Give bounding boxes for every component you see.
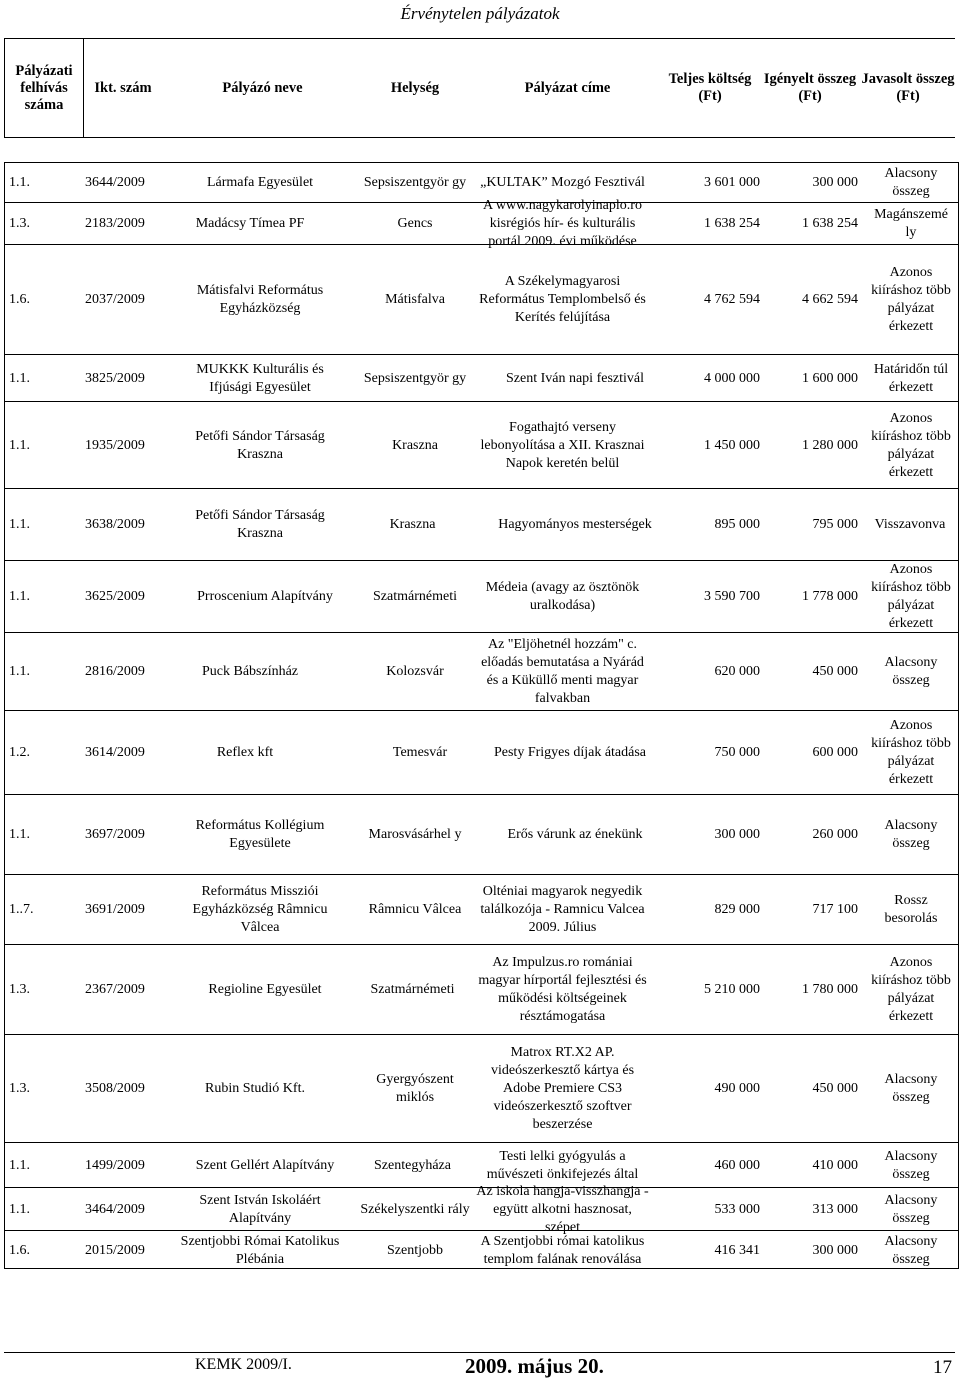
place-text: Râmnicu Vâlcea	[368, 902, 462, 917]
total-cost-text: 829 000	[714, 902, 760, 917]
call-number-cell	[9, 633, 69, 711]
place-text: Kolozsvár	[386, 664, 444, 679]
total-cost-cell	[655, 1231, 760, 1270]
requested-amount-cell	[765, 1231, 858, 1270]
call-number-cell	[9, 561, 69, 633]
total-cost-cell	[685, 489, 760, 561]
rejection-reason-cell	[867, 245, 955, 355]
header-registration-number: Ikt. szám	[94, 79, 152, 96]
project-title-text: A www.nagykarolyinaplo.ro kisrégiós hír- és kulturális portál 2009. évi működése	[483, 198, 642, 249]
applicant-name-cell	[170, 711, 320, 795]
applicant-name-text: Petőfi Sándor Társaság Kraszna	[195, 508, 325, 541]
header-requested-amount: Igényelt összeg (Ft)	[763, 71, 857, 104]
project-title-cell	[475, 1231, 650, 1270]
call-number-text: 1.1.	[9, 370, 30, 386]
requested-amount-cell	[765, 245, 858, 355]
requested-amount-cell	[765, 203, 858, 245]
header-total-cost: Teljes költség (Ft)	[668, 71, 752, 104]
rejection-reason-cell	[865, 489, 955, 561]
place-text: Mátisfalva	[385, 292, 445, 307]
rejection-reason-text: Alacsony összeg	[884, 1148, 938, 1182]
place-cell	[360, 1035, 470, 1143]
place-cell	[360, 355, 470, 402]
project-title-cell	[475, 795, 675, 875]
registration-number-text: 3614/2009	[85, 745, 145, 760]
rejection-reason-text: Alacsony összeg	[884, 166, 938, 199]
total-cost-cell	[665, 711, 760, 795]
project-title-text: Hagyományos mesterségek	[498, 517, 652, 532]
place-text: Kraszna	[389, 517, 436, 532]
project-title-text: Médeia (avagy az ösztönök uralkodása)	[485, 580, 640, 613]
place-text: Gencs	[397, 216, 433, 231]
header-project-title: Pályázat címe	[524, 79, 611, 96]
registration-number-cell	[85, 1035, 163, 1143]
requested-amount-text: 4 662 594	[802, 292, 858, 307]
call-number-text: 1.6.	[9, 292, 30, 307]
project-title-cell	[475, 561, 650, 633]
registration-number-cell	[85, 561, 163, 633]
header-applicant-name: Pályázó neve	[222, 79, 303, 96]
place-text: Temesvár	[392, 745, 448, 760]
table-row	[5, 245, 958, 355]
place-cell	[360, 402, 470, 489]
registration-number-text: 3691/2009	[85, 902, 145, 917]
place-cell	[355, 1143, 470, 1188]
total-cost-text: 5 210 000	[704, 982, 760, 997]
place-text: Szentegyháza	[374, 1157, 451, 1173]
applicant-name-cell	[175, 489, 345, 561]
place-cell	[360, 795, 470, 875]
requested-amount-text: 1 780 000	[802, 982, 858, 997]
table-row	[5, 1231, 958, 1270]
footer-rule	[4, 1352, 955, 1353]
call-number-text: 1.1.	[9, 175, 30, 190]
rejection-reason-text: Azonos kiíráshoz több pályázat érkezett	[871, 718, 951, 787]
applications-table	[4, 162, 959, 1269]
table-row	[5, 402, 958, 489]
requested-amount-cell	[770, 489, 858, 561]
registration-number-cell	[85, 945, 163, 1035]
registration-number-cell	[85, 1188, 163, 1231]
registration-number-cell	[85, 1143, 163, 1188]
applicant-name-text: Szentjobbi Római Katolikus Plébánia	[180, 1233, 340, 1267]
rejection-reason-text: Alacsony összeg	[884, 1192, 938, 1226]
place-text: Szentjobb	[387, 1242, 443, 1258]
rejection-reason-cell	[867, 633, 955, 711]
place-cell	[360, 633, 470, 711]
call-number-text: 1.6.	[9, 1242, 30, 1258]
project-title-cell	[475, 198, 650, 249]
total-cost-text: 300 000	[714, 827, 760, 842]
applicant-name-cell	[125, 203, 375, 245]
call-number-text: 1.1.	[9, 517, 30, 532]
total-cost-text: 750 000	[714, 745, 760, 760]
rejection-reason-cell	[867, 875, 955, 945]
registration-number-text: 1499/2009	[85, 1157, 145, 1173]
place-cell	[365, 711, 475, 795]
footer-document-id: KEMK 2009/I.	[195, 1356, 292, 1373]
applicant-name-text: Puck Bábszínház	[201, 664, 299, 679]
project-title-text: A Székelymagyarosi Református Templombelső és Kerítés felújítása	[479, 274, 646, 325]
call-number-text: 1.1.	[9, 827, 30, 842]
registration-number-text: 3825/2009	[85, 370, 145, 386]
total-cost-text: 3 601 000	[704, 175, 760, 190]
call-number-cell	[9, 402, 69, 489]
place-text: Sepsiszentgyör gy	[363, 175, 467, 190]
total-cost-text: 1 450 000	[704, 437, 760, 453]
call-number-cell	[9, 163, 69, 203]
project-title-cell	[475, 1035, 650, 1143]
applicant-name-text: Rubin Studió Kft.	[205, 1081, 305, 1096]
registration-number-text: 3508/2009	[85, 1081, 145, 1096]
project-title-text: Pesty Frigyes díjak átadása	[493, 745, 647, 760]
rejection-reason-text: Rossz besorolás	[884, 893, 938, 926]
registration-number-text: 3697/2009	[85, 827, 145, 842]
running-head: Érvénytelen pályázatok	[400, 4, 560, 23]
rejection-reason-cell	[867, 711, 955, 795]
rejection-reason-cell	[867, 1231, 955, 1270]
applicant-name-cell	[175, 795, 345, 875]
table-header	[4, 38, 955, 138]
footer-date: 2009. május 20.	[465, 1354, 604, 1378]
table-row	[5, 1183, 958, 1235]
registration-number-text: 1935/2009	[85, 437, 145, 453]
rejection-reason-text: Határidőn túl érkezett	[873, 361, 949, 395]
place-cell	[360, 1231, 470, 1270]
project-title-text: A Szentjobbi római katolikus templom falának renoválása	[480, 1233, 645, 1267]
total-cost-text: 416 341	[714, 1242, 760, 1258]
total-cost-text: 4 762 594	[704, 292, 760, 307]
requested-amount-text: 600 000	[812, 745, 858, 760]
total-cost-text: 490 000	[714, 1081, 760, 1096]
call-number-cell	[9, 1035, 69, 1143]
call-number-text: 1.1.	[9, 664, 30, 679]
registration-number-text: 3644/2009	[85, 175, 145, 190]
requested-amount-cell	[765, 795, 858, 875]
total-cost-text: 1 638 254	[704, 216, 760, 231]
applicant-name-cell	[165, 1143, 365, 1188]
call-number-cell	[9, 355, 69, 402]
total-cost-text: 620 000	[714, 664, 760, 679]
project-title-cell	[475, 875, 650, 945]
place-text: Gyergyószent miklós	[376, 1072, 454, 1105]
total-cost-cell	[655, 795, 760, 875]
requested-amount-text: 717 100	[812, 902, 858, 917]
total-cost-cell	[655, 402, 760, 489]
requested-amount-text: 410 000	[812, 1157, 858, 1173]
applicant-name-text: Szent Gellért Alapítvány	[195, 1157, 335, 1173]
registration-number-cell	[85, 489, 163, 561]
call-number-cell	[9, 203, 69, 245]
project-title-cell	[475, 245, 650, 355]
requested-amount-text: 260 000	[812, 827, 858, 842]
total-cost-cell	[655, 633, 760, 711]
table-row	[5, 489, 958, 561]
place-text: Szatmárnémeti	[370, 982, 455, 997]
applicant-name-cell	[175, 355, 345, 402]
requested-amount-cell	[765, 561, 858, 633]
total-cost-text: 460 000	[714, 1157, 760, 1173]
place-cell	[360, 561, 470, 633]
project-title-text: Matrox RT.X2 AP. videószerkesztő kártya és Adobe Premiere CS3 videószerkesztő szoftver beszerzése	[490, 1045, 635, 1132]
project-title-cell	[475, 1143, 650, 1188]
registration-number-text: 2037/2009	[85, 292, 145, 307]
header-place: Helység	[390, 79, 440, 96]
applicant-name-text: Regioline Egyesület	[208, 982, 322, 997]
place-text: Marosvásárhel y	[368, 827, 462, 842]
requested-amount-cell	[765, 945, 858, 1035]
requested-amount-cell	[765, 711, 858, 795]
call-number-cell	[9, 795, 69, 875]
requested-amount-cell	[765, 875, 858, 945]
applicant-name-text: Reflex kft	[216, 745, 274, 760]
project-title-text: Testi lelki gyógyulás a művészeti önkifejezés által	[486, 1148, 639, 1182]
requested-amount-text: 1 778 000	[802, 589, 858, 604]
rejection-reason-text: Alacsony összeg	[884, 1072, 938, 1105]
table-row	[5, 561, 958, 633]
total-cost-text: 533 000	[714, 1201, 760, 1217]
table-row	[5, 198, 958, 249]
total-cost-cell	[655, 561, 760, 633]
total-cost-cell	[655, 163, 760, 203]
applicant-name-text: Református Missziói Egyházközség Râmnicu Vâlcea	[192, 884, 328, 935]
rejection-reason-text: Alacsony összeg	[884, 818, 938, 851]
registration-number-cell	[85, 245, 163, 355]
requested-amount-text: 450 000	[812, 1081, 858, 1096]
requested-amount-cell	[765, 1143, 858, 1188]
total-cost-cell	[655, 875, 760, 945]
requested-amount-text: 450 000	[812, 664, 858, 679]
header-proposed-amount: Javasolt összeg (Ft)	[861, 71, 955, 104]
rejection-reason-cell	[867, 1188, 955, 1231]
registration-number-text: 3625/2009	[85, 589, 145, 604]
applicant-name-cell	[175, 1231, 345, 1270]
total-cost-text: 895 000	[714, 517, 760, 532]
applicant-name-cell	[165, 633, 335, 711]
call-number-text: 1.1.	[9, 589, 30, 604]
place-cell	[360, 245, 470, 355]
place-text: Székelyszentki rály	[360, 1201, 470, 1217]
applicant-name-cell	[165, 561, 365, 633]
rejection-reason-text: Azonos kiíráshoz több pályázat érkezett	[871, 955, 951, 1024]
total-cost-cell	[655, 1143, 760, 1188]
rejection-reason-text: Alacsony összeg	[884, 1233, 938, 1267]
rejection-reason-text: Azonos kiíráshoz több pályázat érkezett	[871, 562, 951, 631]
rejection-reason-cell	[867, 355, 955, 402]
project-title-text: Fogathajtó verseny lebonyolítása a XII. Krasznai Napok keretén belül	[480, 419, 645, 471]
rejection-reason-cell	[867, 945, 955, 1035]
total-cost-cell	[645, 355, 760, 402]
place-text: Kraszna	[392, 437, 438, 453]
applicant-name-text: Lármafa Egyesület	[206, 175, 314, 190]
applicant-name-cell	[175, 1188, 345, 1231]
registration-number-text: 3464/2009	[85, 1201, 145, 1217]
total-cost-cell	[655, 1035, 760, 1143]
total-cost-cell	[655, 945, 760, 1035]
total-cost-cell	[655, 1188, 760, 1231]
registration-number-cell	[85, 355, 163, 402]
table-row	[5, 711, 958, 795]
place-text: Sepsiszentgyör gy	[363, 370, 467, 386]
applicant-name-cell	[165, 1035, 345, 1143]
registration-number-text: 2183/2009	[85, 216, 145, 231]
applicant-name-text: Madácsy Tímea PF	[195, 216, 305, 231]
table-row	[5, 875, 958, 945]
call-number-text: 1.1.	[9, 1201, 30, 1217]
place-cell	[360, 1188, 470, 1231]
registration-number-text: 2816/2009	[85, 664, 145, 679]
rejection-reason-cell	[867, 1035, 955, 1143]
rejection-reason-cell	[867, 795, 955, 875]
header-call-number: Pályázati felhívás száma	[15, 62, 73, 113]
applicant-name-text: Mátisfalvi Református Egyházközség	[196, 283, 324, 316]
applicant-name-cell	[165, 945, 365, 1035]
applicant-name-cell	[175, 245, 345, 355]
table-row	[5, 1035, 958, 1143]
requested-amount-text: 1 280 000	[802, 437, 858, 453]
project-title-text: Erős várunk az énekünk	[507, 827, 643, 842]
project-title-cell	[475, 633, 650, 711]
rejection-reason-cell	[867, 163, 955, 203]
requested-amount-cell	[765, 633, 858, 711]
requested-amount-cell	[765, 355, 858, 402]
call-number-text: 1.3.	[9, 982, 30, 997]
applicant-name-cell	[175, 163, 345, 203]
place-text: Szatmárnémeti	[373, 589, 457, 604]
call-number-text: 1.2.	[9, 745, 30, 760]
applicant-name-text: Szent István Iskoláért Alapítvány	[199, 1192, 321, 1226]
project-title-cell	[475, 945, 650, 1035]
registration-number-cell	[85, 163, 163, 203]
requested-amount-text: 300 000	[812, 1242, 858, 1258]
applicant-name-text: MUKKK Kulturális és Ifjúsági Egyesület	[196, 361, 324, 395]
rejection-reason-cell	[867, 402, 955, 489]
requested-amount-text: 795 000	[812, 517, 858, 532]
applicant-name-cell	[175, 402, 345, 489]
applicant-name-text: Petőfi Sándor Társaság Kraszna	[195, 428, 325, 462]
project-title-text: Az iskola hangja-visszhangja - együtt alkotni hasznosat, szépet	[476, 1183, 649, 1235]
table-row	[5, 795, 958, 875]
requested-amount-cell	[765, 1188, 858, 1231]
place-cell	[355, 945, 470, 1035]
project-title-cell	[475, 711, 665, 795]
applicant-name-cell	[175, 875, 345, 945]
call-number-text: 1.1.	[9, 1157, 30, 1173]
call-number-cell	[9, 245, 69, 355]
rejection-reason-text: Magánszemé ly	[874, 207, 948, 240]
rejection-reason-cell	[867, 1143, 955, 1188]
project-title-cell	[475, 1183, 650, 1235]
call-number-cell	[9, 1188, 69, 1231]
project-title-cell	[475, 402, 650, 489]
applicant-name-text: Prroscenium Alapítvány	[197, 589, 333, 604]
requested-amount-text: 1 600 000	[802, 370, 858, 386]
registration-number-cell	[85, 1231, 163, 1270]
place-cell	[360, 203, 470, 245]
call-number-cell	[9, 1231, 69, 1270]
table-row	[5, 945, 958, 1035]
call-number-cell	[9, 875, 69, 945]
registration-number-text: 2367/2009	[85, 982, 145, 997]
project-title-text: Szent Iván napi fesztivál	[505, 370, 644, 386]
project-title-text: Az "Eljöhetnél hozzám" c. előadás bemutatása a Nyárád és a Küküllő menti magyar falvakban	[481, 637, 644, 706]
registration-number-cell	[85, 711, 163, 795]
registration-number-text: 3638/2009	[85, 517, 145, 532]
registration-number-cell	[85, 402, 163, 489]
total-cost-text: 4 000 000	[704, 370, 760, 386]
call-number-cell	[9, 945, 69, 1035]
call-number-cell	[9, 489, 69, 561]
requested-amount-cell	[765, 163, 858, 203]
call-number-cell	[9, 711, 69, 795]
rejection-reason-cell	[867, 561, 955, 633]
call-number-cell	[9, 1143, 69, 1188]
call-number-text: 1.3.	[9, 216, 30, 231]
total-cost-cell	[655, 203, 760, 245]
rejection-reason-text: Visszavonva	[874, 517, 946, 532]
project-title-text: „KULTAK” Mozgó Fesztivál	[480, 175, 645, 190]
project-title-text: Az Impulzus.ro romániai magyar hírportál fejlesztési és működési költségeinek résztámogatása	[478, 955, 647, 1024]
rejection-reason-text: Azonos kiíráshoz több pályázat érkezett	[871, 265, 951, 334]
call-number-text: 1.3.	[9, 1081, 30, 1096]
rejection-reason-text: Alacsony összeg	[884, 655, 938, 688]
requested-amount-text: 1 638 254	[802, 216, 858, 231]
rejection-reason-text: Azonos kiíráshoz több pályázat érkezett	[871, 410, 951, 480]
registration-number-cell	[85, 795, 163, 875]
place-cell	[360, 489, 465, 561]
total-cost-text: 3 590 700	[704, 589, 760, 604]
requested-amount-cell	[765, 402, 858, 489]
place-cell	[360, 163, 470, 203]
registration-number-text: 2015/2009	[85, 1242, 145, 1258]
place-cell	[360, 875, 470, 945]
project-title-text: Olténiai magyarok negyedik találkozója - Ramnicu Valcea 2009. Július	[480, 884, 645, 935]
footer-page-number: 17	[933, 1357, 952, 1378]
requested-amount-text: 300 000	[812, 175, 858, 190]
registration-number-cell	[85, 875, 163, 945]
table-row	[5, 355, 958, 402]
applicant-name-text: Református Kollégium Egyesülete	[195, 818, 325, 851]
requested-amount-text: 313 000	[812, 1201, 858, 1217]
call-number-text: 1..7.	[9, 902, 34, 917]
requested-amount-cell	[765, 1035, 858, 1143]
project-title-cell	[475, 489, 675, 561]
table-row	[5, 633, 958, 711]
call-number-text: 1.1.	[9, 437, 30, 453]
registration-number-cell	[85, 633, 163, 711]
total-cost-cell	[655, 245, 760, 355]
table-row	[5, 1143, 958, 1188]
rejection-reason-cell	[867, 203, 955, 245]
